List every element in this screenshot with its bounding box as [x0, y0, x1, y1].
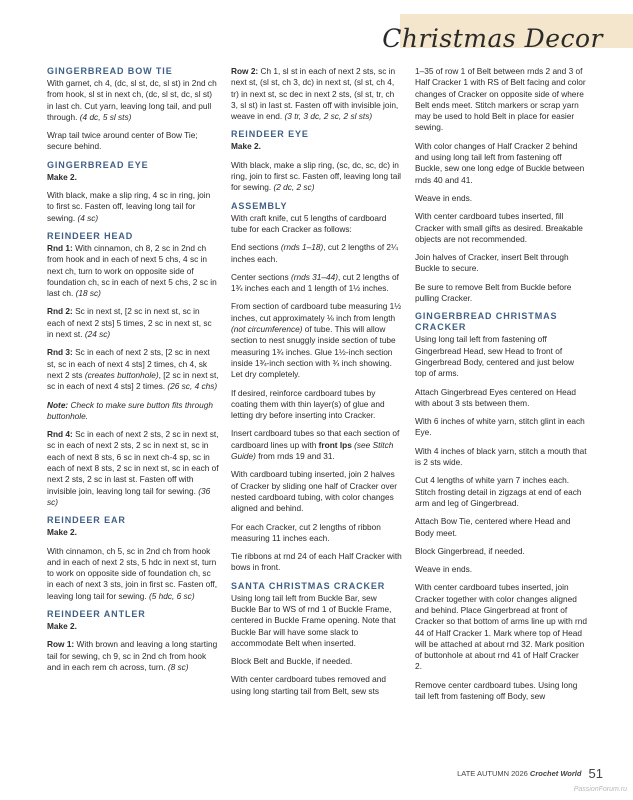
text-run: With center cardboard tubes inserted, fill Cracker with small gifts as desired. Breakable objects are not recommended.: [415, 211, 583, 244]
text-run: (8 sc): [167, 661, 189, 672]
text-run: Wrap tail twice around center of Bow Tie; secure behind.: [47, 130, 198, 152]
text-run: Row 2:: [231, 66, 261, 76]
paragraph: [231, 301, 403, 380]
text-run: Be sure to remove Belt from Buckle before pulling Cracker.: [415, 281, 572, 304]
section-title: Christmas Decor: [382, 24, 603, 53]
text-run: If desired, reinforce cardboard tubes by coating them with thin layer(s) of glue and letting dry before inserting into Cracker.: [231, 387, 385, 421]
text-run: With garnet, ch 4, (dc, sl st, dc, sl st) in 2nd ch from hook, sl st in next ch, (dc, sl st, dc, sl st) in last ch. Cut yarn, leaving long tail, and pull through.: [47, 78, 217, 122]
paragraph: [47, 190, 219, 224]
text-run: 1–35 of row 1 of Belt between rnds 2 and 3 of Half Cracker 1 with RS of Belt facing and color changes of Cracker on opposite side of where Belt ends meet. Stitch markers or scrap yarn may be used to hold Belt in place for easier sewing.: [415, 66, 586, 133]
paragraph: [231, 388, 403, 422]
paragraph: [231, 674, 403, 697]
text-run: Sc in each of next 2 sts, 2 sc in next st, sc in each of next 2 sts, 2 sc in next st, sc in each of next 8 sts, 6 sc in next ch-4 sp, sc in each of next 8 sts, 2 sc in next st, sc in each of next 2 sts, 2 sc in last st. Fasten off with invisible join, leaving long tail for sewing.: [47, 429, 219, 496]
paragraph: [231, 469, 403, 514]
make-count: Make 2.: [47, 171, 77, 182]
text-run: Center sections: [231, 271, 291, 282]
section-heading: REINDEER EAR: [47, 515, 126, 526]
page-footer: [457, 766, 603, 781]
paragraph: [47, 130, 219, 153]
text-run: End sections: [231, 242, 281, 253]
text-run: Block Belt and Buckle, if needed.: [231, 656, 353, 667]
text-run: (3 tr, 3 dc, 2 sc, 2 sl sts): [284, 111, 373, 122]
section-heading: REINDEER ANTLER: [47, 608, 146, 619]
paragraph: [415, 516, 587, 539]
paragraph: [415, 141, 587, 186]
paragraph: [415, 66, 587, 134]
text-run: (26 sc, 4 chs): [167, 381, 218, 392]
text-run: Using long tail left from Buckle Bar, sew Buckle Bar to WS of rnd 1 of Buckle Frame, centered in Buckle Frame opening. Note that Buckle Bar will have some slack to accommodate Belt when inserted.: [231, 592, 396, 648]
paragraph: [415, 252, 587, 275]
paragraph: [231, 272, 403, 295]
text-run: (4 dc, 5 sl sts): [79, 111, 132, 122]
section-heading: ASSEMBLY: [231, 200, 288, 211]
text-run: Join halves of Cracker, insert Belt through Buckle to secure.: [415, 252, 569, 274]
magazine-name: Crochet World: [529, 769, 582, 778]
text-run: from rnds 19 and 31.: [255, 451, 335, 462]
text-run: With cardboard tubing inserted, join 2 halves of Cracker by sliding one half of Cracker over nested cardboard tubing, with color changes aligned and behind.: [231, 469, 398, 514]
paragraph: [231, 522, 403, 545]
text-run: (creates buttonhole): [84, 369, 159, 380]
make-count: Make 2.: [47, 620, 77, 631]
text-run: Remove center cardboard tubes. Using long tail left from fastening off Body, sew: [415, 679, 578, 702]
paragraph: [415, 282, 587, 305]
text-run: Ch 1, sl st in each of next 2 sts, sc in next st, (sl st, ch 3, dc) in next st, (sl st, ch 4, tr) in next st, sc dec in next 2 sts, (sl st, tr, ch 3, sl st) in last st. Fasten off with invisible join, weave in end.: [231, 66, 399, 122]
paragraph: [231, 160, 403, 194]
paragraph: [47, 306, 219, 340]
paragraph: [415, 193, 587, 204]
section-heading: SANTA CHRISTMAS CRACKER: [231, 580, 386, 591]
text-run: With 4 inches of black yarn, stitch a mouth that is 2 sts wide.: [415, 445, 587, 468]
text-run: With color changes of Half Cracker 2 behind and using long tail left from fastening off Buckle, sew one long edge of Buckle between rnds 40 and 41.: [415, 140, 585, 185]
paragraph: [415, 475, 587, 509]
text-run: (4 sc): [77, 212, 99, 223]
text-run: Note:: [47, 399, 71, 410]
text-run: (rnds 1–18): [280, 242, 324, 253]
text-run: With craft knife, cut 5 lengths of cardboard tube for each Cracker as follows:: [231, 212, 387, 234]
paragraph: [415, 546, 587, 557]
text-run: Attach Bow Tie, centered where Head and Body meet.: [415, 516, 571, 538]
text-run: Attach Gingerbread Eyes centered on Head with about 3 sts between them.: [415, 386, 576, 408]
paragraph: [47, 639, 219, 673]
paragraph: [47, 429, 219, 508]
section-heading: REINDEER HEAD: [47, 230, 134, 241]
text-run: Weave in ends.: [415, 564, 473, 575]
text-run: With black, make a slip ring, (sc, dc, sc, dc) in ring, join to first sc. Fasten off, leaving long tail for sewing.: [231, 159, 402, 193]
text-run: Tie ribbons at rnd 24 of each Half Cracker with bows in front.: [231, 551, 402, 573]
text-run: , cut 2 lengths of 1¾ inches each and 1 length of 1½ inches.: [231, 271, 399, 294]
text-run: front lps: [318, 439, 352, 450]
text-run: (24 sc): [84, 329, 111, 340]
make-count: Make 2.: [231, 141, 261, 152]
paragraph: [415, 334, 587, 379]
paragraph: [47, 243, 219, 299]
section-heading: REINDEER EYE: [231, 129, 309, 140]
text-run: With center cardboard tubes inserted, join Cracker together with color changes aligned and behind. Place Gingerbread at front of Cracker so that bottom of arms line up with rnd 44 of Half Cracker 1. Mark where top of Head will be attached at about rnd 32. Mark position of buttonhole at about rnd 41 of Half Cracker 2.: [415, 582, 588, 672]
paragraph: [415, 211, 587, 245]
issue-label: LATE AUTUMN 2026: [457, 769, 528, 778]
column-3: [415, 66, 587, 709]
paragraph: [415, 582, 587, 672]
text-run: , [2 sc in next st, sc in each of next 4 sts] 2 times.: [47, 369, 219, 392]
text-run: Insert cardboard tubes so that each section of cardboard lines up with: [231, 428, 400, 450]
text-run: Rnd 4:: [47, 429, 76, 440]
text-run: Cut 4 lengths of white yarn 7 inches each. Stitch frosting detail in zigzags at end of each arm and leg of Gingerbread.: [415, 475, 582, 508]
paragraph: [415, 416, 587, 439]
column-1: [47, 66, 219, 680]
paragraph: [231, 428, 403, 462]
paragraph: [231, 551, 403, 574]
text-run: (18 sc): [75, 288, 101, 299]
text-run: With cinnamon, ch 8, 2 sc in 2nd ch from hook and in each of next 5 chs, 4 sc in next ch, turn to work on opposite side of foundation ch, sc in each of next 5 chs, 2 sc in last ch.: [47, 242, 217, 299]
make-count: Make 2.: [47, 527, 77, 538]
text-run: With cinnamon, ch 5, sc in 2nd ch from hook and in each of next 2 sts, 5 hdc in next st, turn to work on opposite side of foundation ch, sc in each of next 3 sts, join in first sc. Fasten off, leaving long tail for sewing.: [47, 545, 218, 601]
section-heading: GINGERBREAD CHRISTMAS CRACKER: [415, 311, 558, 333]
paragraph: [231, 242, 403, 265]
paragraph: [47, 546, 219, 602]
text-run: (36 sc): [47, 485, 211, 507]
text-run: With brown and leaving a long starting tail for sewing, ch 9, sc in 2nd ch from hook and in each rem ch across, turn.: [47, 639, 218, 672]
watermark: PassionForum.ru: [573, 786, 627, 793]
text-run: (2 dc, 2 sc): [273, 182, 315, 193]
text-run: , cut 2 lengths of 2¼ inches each.: [231, 242, 398, 264]
paragraph: [47, 400, 219, 423]
header-band: [382, 14, 633, 53]
text-run: Rnd 1:: [47, 242, 76, 253]
text-run: (see Stitch Guide): [231, 439, 394, 462]
paragraph: [415, 387, 587, 410]
paragraph: [231, 656, 403, 667]
text-run: Weave in ends.: [415, 192, 473, 203]
section-heading: GINGERBREAD EYE: [47, 159, 149, 170]
paragraph: [415, 680, 587, 703]
text-run: of tube. This will allow section to nest snuggly inside section of tube measuring 1¾ inches. Glue 1½-inch section inside 1¾-inch section with ¾ inch showing. Let dry completely.: [231, 324, 396, 380]
text-run: With 6 inches of white yarn, stitch glint in each Eye.: [415, 416, 585, 438]
paragraph: [47, 78, 219, 123]
text-run: Block Gingerbread, if needed.: [415, 545, 525, 556]
paragraph: [415, 446, 587, 469]
text-run: Check to make sure button fits through buttonhole.: [47, 399, 214, 421]
paragraph: [47, 347, 219, 392]
text-run: With center cardboard tubes removed and using long starting tail from Belt, sew sts: [231, 674, 386, 696]
text-run: Using long tail left from fastening off Gingerbread Head, sew Head to front of Gingerbread Body, centered and just below top of arms.: [415, 334, 574, 379]
text-run: For each Cracker, cut 2 lengths of ribbon measuring 11 inches each.: [231, 521, 381, 543]
text-run: Sc in next st, [2 sc in next st, sc in each of next 2 sts] 5 times, 2 sc in next st, sc in next st.: [47, 306, 212, 340]
paragraph: [231, 593, 403, 649]
text-run: (not circumference): [231, 324, 303, 335]
paragraph: [231, 213, 403, 236]
paragraph: [231, 66, 403, 122]
text-run: From section of cardboard tube measuring 1½ inches, cut approximately ⅛ inch from length: [231, 301, 402, 323]
section-heading: GINGERBREAD BOW TIE: [47, 66, 173, 76]
paragraph: [415, 564, 587, 575]
text-run: (rnds 31–44): [290, 271, 338, 282]
text-run: Rnd 3:: [47, 347, 76, 358]
text-run: Row 1:: [47, 639, 77, 650]
text-run: With black, make a slip ring, 4 sc in ring, join to first sc. Fasten off, leaving long tail for sewing.: [47, 190, 211, 223]
page-number: 51: [588, 766, 603, 781]
text-run: Rnd 2:: [47, 306, 76, 317]
text-run: (5 hdc, 6 sc): [148, 590, 195, 601]
text-run: Sc in each of next 2 sts, [2 sc in next st, sc in each of next 4 sts] 2 times, ch 4, sk next 2 sts: [47, 347, 210, 380]
column-2: [231, 66, 403, 704]
